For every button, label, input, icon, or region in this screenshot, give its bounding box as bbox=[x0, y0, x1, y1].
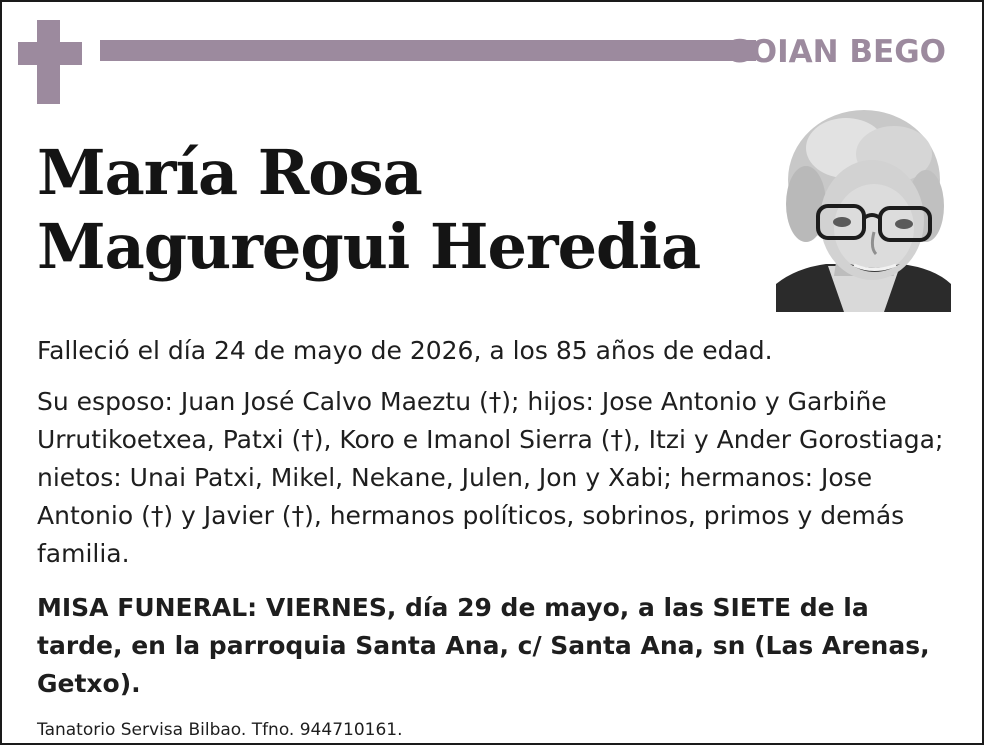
deceased-name-line-1: María Rosa bbox=[37, 136, 422, 209]
funeral-home-contact: Tanatorio Servisa Bilbao. Tfno. 944710161. bbox=[37, 720, 403, 740]
deceased-name bbox=[37, 136, 757, 284]
deceased-name-line-2: Maguregui Heredia bbox=[37, 210, 701, 283]
death-notice: Falleció el día 24 de mayo de 2026, a los 85 años de edad. bbox=[37, 336, 773, 365]
header-divider-bar bbox=[100, 40, 756, 61]
portrait-photo bbox=[776, 108, 951, 312]
funeral-mass-info: MISA FUNERAL: VIERNES, día 29 de mayo, a las SIETE de la tarde, en la parroquia Santa Ana, c/ Santa Ana, sn (Las Arenas, Getxo). bbox=[37, 593, 930, 698]
section-label: GOIAN BEGO bbox=[725, 34, 946, 70]
family-list: Su esposo: Juan José Calvo Maeztu (†); hijos: Jose Antonio y Garbiñe Urrutikoetxea, Patxi (†), Koro e Imanol Sierra (†), Itzi y Ander Gorostiaga; nietos: Unai Patxi, Mikel, Nekane, Julen, Jon y Xabi; hermanos: Jose Antonio (†) y Javier (†), hermanos políticos, sobrinos, primos y demás familia. bbox=[37, 387, 944, 568]
latin-cross-icon bbox=[18, 20, 82, 104]
